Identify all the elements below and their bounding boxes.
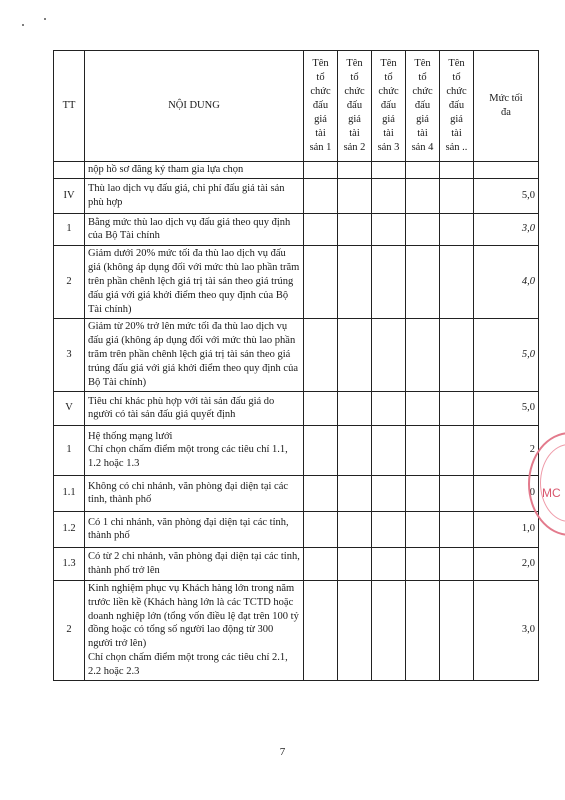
row-max-score: 2 (474, 425, 539, 475)
score-cell-candidate-4 (406, 318, 440, 391)
score-cell-candidate-4 (406, 547, 440, 580)
score-cell-candidate-3 (372, 425, 406, 475)
score-cell-candidate-2 (338, 245, 372, 318)
score-cell-candidate-4 (406, 580, 440, 680)
table-row (54, 511, 539, 547)
score-cell-candidate-3 (372, 162, 406, 179)
row-number: 2 (54, 580, 85, 680)
row-content: Bằng mức thù lao dịch vụ đấu giá theo quy định của Bộ Tài chính (85, 213, 304, 245)
row-max-score: 3,0 (474, 213, 539, 245)
score-cell-candidate-1 (304, 391, 338, 425)
score-cell-candidate-2 (338, 511, 372, 547)
score-cell-candidate-5 (440, 245, 474, 318)
row-content: Có từ 2 chi nhánh, văn phòng đại diện tại các tỉnh, thành phố trở lên (85, 547, 304, 580)
score-cell-candidate-3 (372, 391, 406, 425)
row-max-score: 5,0 (474, 178, 539, 213)
score-cell-candidate-5 (440, 178, 474, 213)
row-number (54, 162, 85, 179)
score-cell-candidate-4 (406, 162, 440, 179)
row-number: 1.3 (54, 547, 85, 580)
header-candidate-5: Tên tổ chức đấu giá tài sản .. (440, 51, 474, 162)
row-content: Kinh nghiệm phục vụ Khách hàng lớn trong năm trước liền kề (Khách hàng lớn là các TCTD hoặc doanh nghiệp lớn (tổng vốn điều lệ đạt trên 100 tỷ đồng hoặc có tổng số người lao động từ 300 người trở lên) Chỉ chọn chấm điểm một trong các tiêu chí 2.1, 2.2 hoặc 2.3 (85, 580, 304, 680)
row-max-score: 4,0 (474, 245, 539, 318)
page-number: 7 (279, 746, 286, 758)
score-cell-candidate-3 (372, 245, 406, 318)
table-row (54, 318, 539, 391)
row-number: 3 (54, 318, 85, 391)
header-max-score: Mức tối đa (474, 51, 539, 162)
table-row (54, 245, 539, 318)
score-cell-candidate-3 (372, 547, 406, 580)
score-cell-candidate-4 (406, 475, 440, 511)
score-cell-candidate-3 (372, 475, 406, 511)
header-candidate-1: Tên tổ chức đấu giá tài sản 1 (304, 51, 338, 162)
header-candidate-2: Tên tổ chức đấu giá tài sản 2 (338, 51, 372, 162)
row-number: 1.1 (54, 475, 85, 511)
scan-speck (44, 18, 46, 20)
table-row (54, 425, 539, 475)
score-cell-candidate-5 (440, 162, 474, 179)
row-content: Thù lao dịch vụ đấu giá, chi phí đấu giá tài sản phù hợp (85, 178, 304, 213)
score-cell-candidate-1 (304, 213, 338, 245)
score-cell-candidate-4 (406, 178, 440, 213)
table-row (54, 547, 539, 580)
row-content: Có 1 chi nhánh, văn phòng đại diện tại các tỉnh, thành phố (85, 511, 304, 547)
score-cell-candidate-1 (304, 245, 338, 318)
score-cell-candidate-3 (372, 511, 406, 547)
score-cell-candidate-5 (440, 425, 474, 475)
header-content: NỘI DUNG (85, 51, 304, 162)
score-cell-candidate-4 (406, 245, 440, 318)
row-number: IV (54, 178, 85, 213)
table-row (54, 391, 539, 425)
score-cell-candidate-3 (372, 318, 406, 391)
header-candidate-4: Tên tổ chức đấu giá tài sản 4 (406, 51, 440, 162)
score-cell-candidate-1 (304, 547, 338, 580)
criteria-table (53, 50, 539, 681)
row-number: V (54, 391, 85, 425)
score-cell-candidate-1 (304, 511, 338, 547)
row-number: 1 (54, 213, 85, 245)
header-row (54, 51, 539, 162)
score-cell-candidate-1 (304, 178, 338, 213)
row-number: 1 (54, 425, 85, 475)
table-row (54, 162, 539, 179)
row-content: Hệ thống mạng lưới Chỉ chọn chấm điểm một trong các tiêu chí 1.1, 1.2 hoặc 1.3 (85, 425, 304, 475)
row-number: 2 (54, 245, 85, 318)
stamp-text: MC (542, 486, 561, 500)
row-content: Tiêu chí khác phù hợp với tài sản đấu giá do người có tài sản đấu giá quyết định (85, 391, 304, 425)
row-max-score: 1,0 (474, 511, 539, 547)
table-row (54, 178, 539, 213)
score-cell-candidate-4 (406, 511, 440, 547)
score-cell-candidate-2 (338, 178, 372, 213)
scan-speck (22, 24, 24, 26)
score-cell-candidate-5 (440, 547, 474, 580)
score-cell-candidate-2 (338, 391, 372, 425)
row-content: nộp hồ sơ đăng ký tham gia lựa chọn (85, 162, 304, 179)
score-cell-candidate-1 (304, 475, 338, 511)
row-max-score: 5,0 (474, 391, 539, 425)
score-cell-candidate-1 (304, 162, 338, 179)
row-content: Không có chi nhánh, văn phòng đại diện tại các tỉnh, thành phố (85, 475, 304, 511)
row-max-score (474, 162, 539, 179)
score-cell-candidate-2 (338, 547, 372, 580)
score-cell-candidate-3 (372, 178, 406, 213)
row-max-score: 3,0 (474, 580, 539, 680)
row-content: Giảm dưới 20% mức tối đa thù lao dịch vụ đấu giá (không áp dụng đối với mức thù lao phần trăm trên phần chênh lệch giá trị tài sản theo giá trúng đấu giá với giá khởi điểm theo quy định của Bộ Tài chính) (85, 245, 304, 318)
score-cell-candidate-4 (406, 425, 440, 475)
score-cell-candidate-1 (304, 318, 338, 391)
score-cell-candidate-2 (338, 318, 372, 391)
score-cell-candidate-5 (440, 213, 474, 245)
score-cell-candidate-2 (338, 425, 372, 475)
row-number: 1.2 (54, 511, 85, 547)
score-cell-candidate-5 (440, 391, 474, 425)
score-cell-candidate-4 (406, 391, 440, 425)
row-max-score: 2,0 (474, 547, 539, 580)
header-candidate-3: Tên tổ chức đấu giá tài sản 3 (372, 51, 406, 162)
stamp-inner-ring (540, 444, 565, 522)
score-cell-candidate-2 (338, 580, 372, 680)
row-content: Giảm từ 20% trở lên mức tối đa thù lao dịch vụ đấu giá (không áp dụng đối với mức thù lao phần trăm trên phần chênh lệch giá trị tài sản theo giá trúng đấu giá với giá khởi điểm theo quy định của Bộ Tài chính) (85, 318, 304, 391)
score-cell-candidate-2 (338, 213, 372, 245)
table-row (54, 213, 539, 245)
score-cell-candidate-5 (440, 580, 474, 680)
score-cell-candidate-5 (440, 475, 474, 511)
header-tt: TT (54, 51, 85, 162)
table-row (54, 580, 539, 680)
row-max-score: 5,0 (474, 318, 539, 391)
table-row (54, 475, 539, 511)
score-cell-candidate-3 (372, 580, 406, 680)
score-cell-candidate-3 (372, 213, 406, 245)
score-cell-candidate-1 (304, 425, 338, 475)
row-max-score: 0 (474, 475, 539, 511)
score-cell-candidate-5 (440, 511, 474, 547)
score-cell-candidate-5 (440, 318, 474, 391)
score-cell-candidate-4 (406, 213, 440, 245)
score-cell-candidate-2 (338, 162, 372, 179)
score-cell-candidate-1 (304, 580, 338, 680)
score-cell-candidate-2 (338, 475, 372, 511)
